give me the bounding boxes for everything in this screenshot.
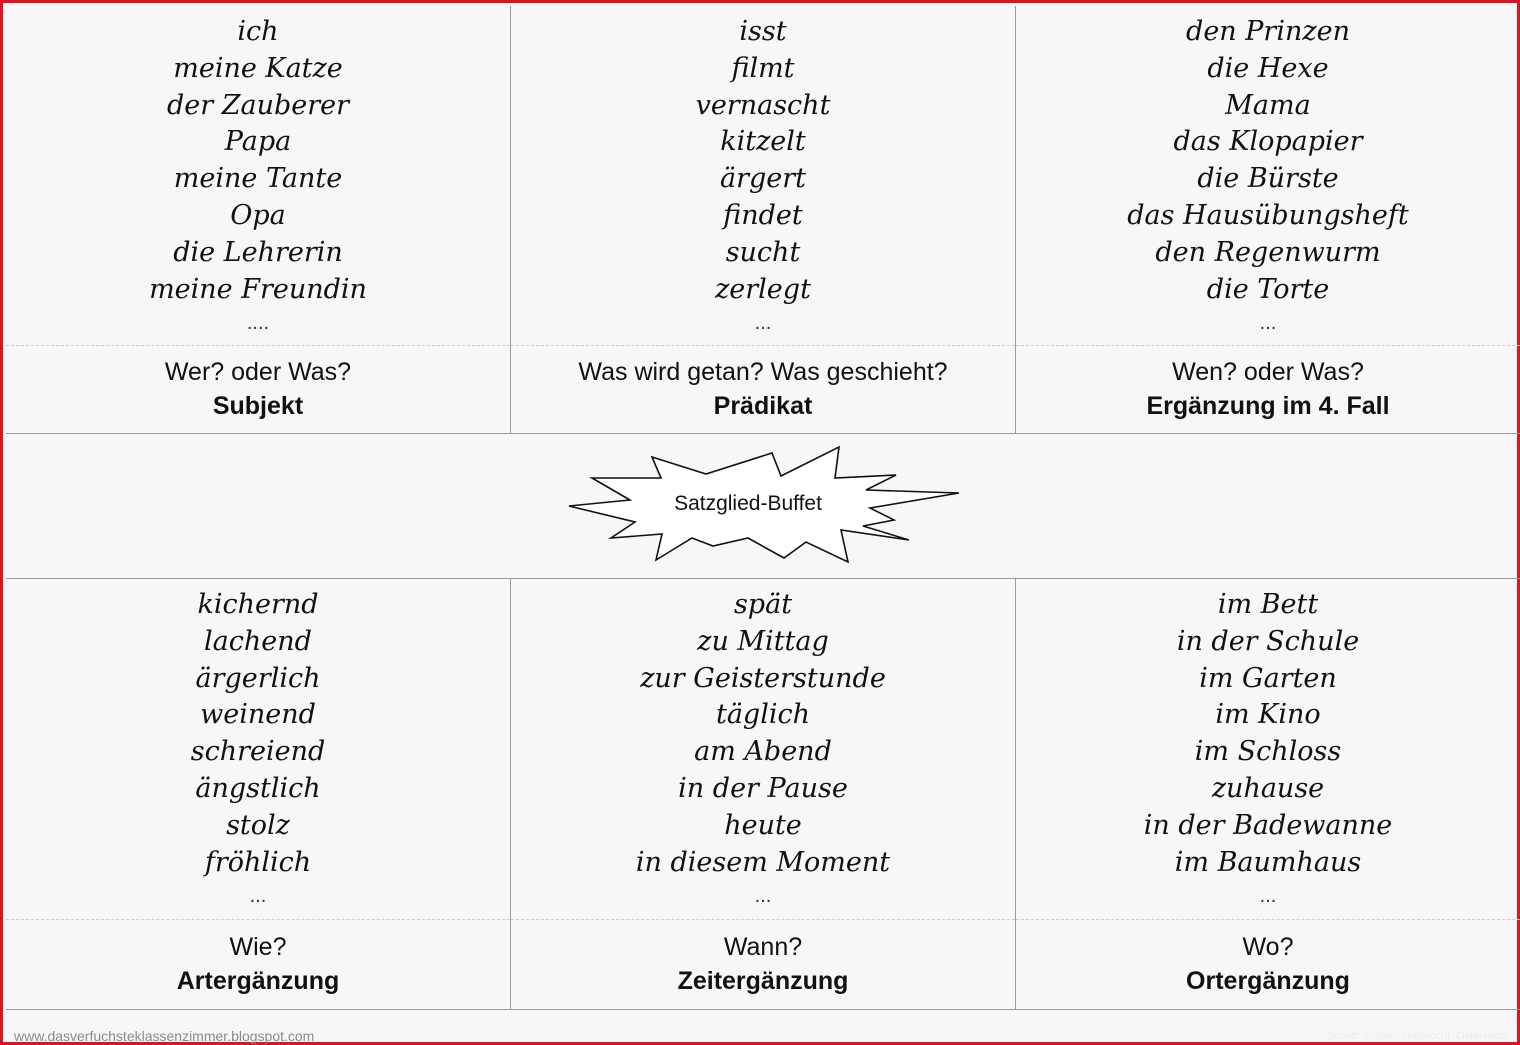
list-item: meine Tante — [173, 163, 343, 195]
question-label: Wo? — [1242, 933, 1294, 961]
list-item: meine Freundin — [149, 273, 367, 305]
list-item: die Bürste — [1197, 163, 1339, 195]
list-item: ängstlich — [195, 772, 321, 804]
list-item: findet — [723, 199, 803, 231]
ellipsis: ... — [754, 885, 772, 908]
list-item: in der Pause — [678, 772, 848, 804]
list-item: zerlegt — [715, 273, 811, 305]
word-list-subjekt — [6, 6, 510, 338]
list-item: lachend — [204, 625, 312, 657]
list-item: das Hausübungsheft — [1127, 199, 1409, 231]
list-item: im Schloss — [1194, 736, 1342, 768]
ellipsis: .... — [246, 312, 270, 335]
term-label: Ortergänzung — [1186, 967, 1350, 995]
list-item: ich — [237, 16, 279, 47]
list-item: sucht — [725, 236, 801, 268]
list-item: die Torte — [1206, 273, 1330, 305]
list-item: zur Geisterstunde — [640, 662, 886, 694]
cell-ergaenzung-4-fall — [1016, 6, 1520, 433]
word-list-ort — [1016, 579, 1520, 911]
footer-url: www.dasverfuchsteklassenzimmer.blogspot.com — [14, 1028, 315, 1044]
list-item: Mama — [1225, 89, 1311, 121]
term-label: Ergänzung im 4. Fall — [1146, 392, 1390, 420]
list-item: fröhlich — [204, 846, 312, 878]
cell-ortergaenzung — [1016, 579, 1520, 1009]
list-item: weinend — [200, 699, 316, 731]
cell-artergaenzung — [6, 579, 511, 1009]
ellipsis: ... — [754, 312, 772, 335]
list-item: den Regenwurm — [1155, 236, 1381, 268]
list-item: im Baumhaus — [1174, 846, 1362, 878]
question-label: Was wird getan? Was geschieht? — [578, 358, 948, 386]
page-title: Satzglied-Buffet — [674, 492, 822, 515]
list-item: in der Schule — [1176, 625, 1360, 657]
list-item: in der Badewanne — [1143, 809, 1393, 841]
dashed-divider — [1016, 345, 1520, 346]
list-item: Opa — [230, 199, 286, 231]
list-item: in diesem Moment — [635, 846, 891, 878]
list-item: stolz — [226, 809, 290, 841]
question-label: Wer? oder Was? — [164, 358, 352, 386]
list-item: täglich — [715, 699, 810, 731]
list-item: am Abend — [694, 736, 832, 768]
question-label: Wen? oder Was? — [1172, 358, 1364, 386]
list-item: zuhause — [1211, 772, 1325, 804]
cell-subjekt — [6, 6, 511, 433]
list-item: kichernd — [197, 589, 319, 620]
term-label: Artergänzung — [176, 967, 340, 995]
list-item: kitzelt — [720, 126, 806, 158]
list-item: die Hexe — [1207, 52, 1329, 84]
dashed-divider — [6, 919, 510, 920]
term-label: Prädikat — [713, 392, 813, 420]
list-item: spät — [733, 589, 793, 620]
ellipsis: ... — [1259, 885, 1277, 908]
list-item: die Lehrerin — [173, 236, 343, 268]
list-item: im Garten — [1199, 662, 1337, 694]
list-item: im Bett — [1217, 589, 1319, 620]
list-item: filmt — [731, 52, 795, 84]
list-item: heute — [724, 809, 802, 841]
question-label: Wie? — [229, 933, 287, 961]
bottom-row — [6, 578, 1520, 1010]
dashed-divider — [511, 919, 1015, 920]
list-item: das Klopapier — [1173, 126, 1363, 158]
list-item: meine Katze — [173, 52, 343, 84]
list-item: der Zauberer — [166, 89, 350, 121]
top-row — [6, 6, 1520, 434]
list-item: ärgert — [719, 163, 807, 195]
word-list-art — [6, 579, 510, 911]
cell-praedikat — [511, 6, 1016, 433]
list-item: Papa — [224, 126, 292, 158]
dashed-divider — [511, 345, 1015, 346]
list-item: den Prinzen — [1186, 16, 1350, 47]
dashed-divider — [6, 345, 510, 346]
cell-zeitergaenzung — [511, 579, 1016, 1009]
word-list-zeit — [511, 579, 1015, 911]
list-item: schreiend — [190, 736, 326, 768]
list-item: isst — [739, 16, 787, 47]
title-band — [6, 434, 1520, 577]
word-list-praedikat — [511, 6, 1015, 338]
dashed-divider — [1016, 919, 1520, 920]
list-item: vernascht — [695, 89, 831, 121]
word-list-ergaenzung — [1016, 6, 1520, 338]
term-label: Subjekt — [212, 392, 304, 420]
term-label: Zeitergänzung — [677, 967, 849, 995]
list-item: im Kino — [1215, 699, 1321, 731]
ellipsis: ... — [1259, 312, 1277, 335]
ellipsis: ... — [249, 885, 267, 908]
question-label: Wann? — [723, 933, 803, 961]
list-item: ärgerlich — [195, 662, 321, 694]
footer-credit: Schrift: ©Stiller Unterricht, Österreich — [1326, 1030, 1507, 1042]
list-item: zu Mittag — [697, 625, 829, 657]
